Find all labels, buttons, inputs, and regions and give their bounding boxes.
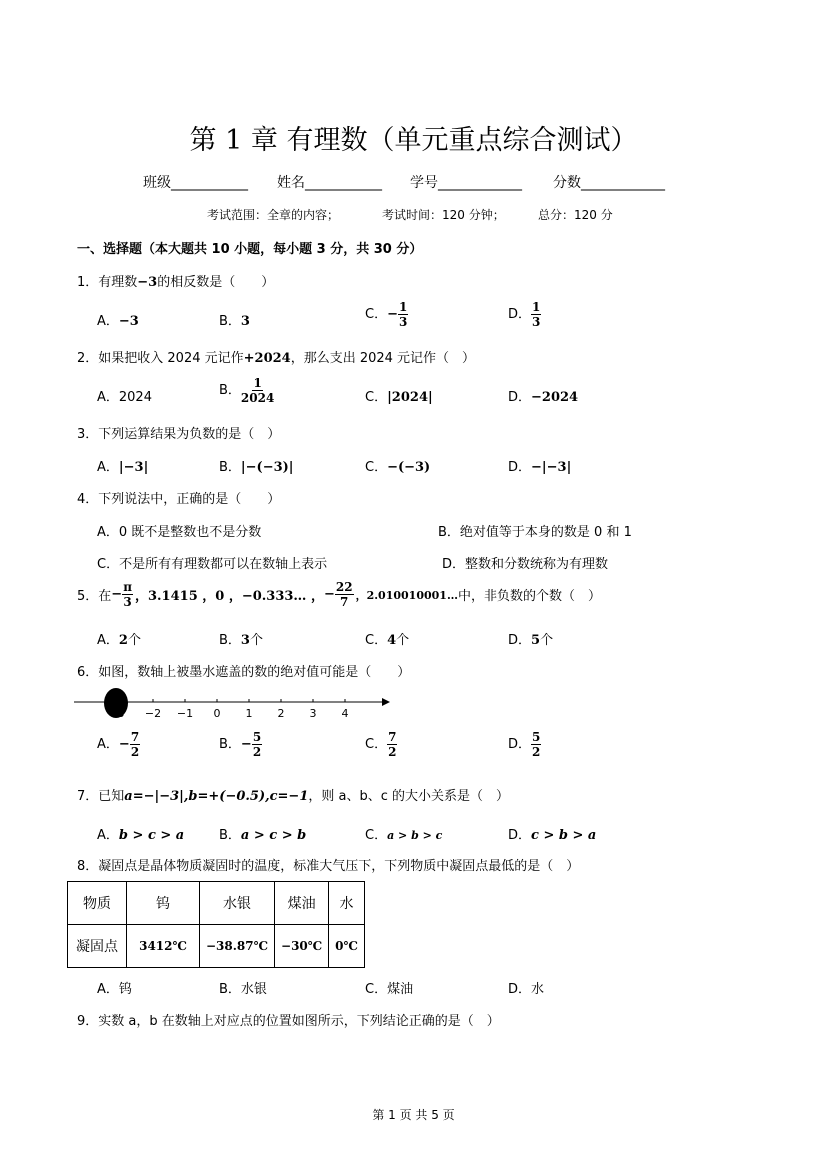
name-field: 姓名___________ (277, 175, 382, 191)
axis-tick-label: 1 (245, 707, 253, 720)
exam-total: 总分：120 分 (538, 208, 613, 222)
class-field: 班级___________ (143, 175, 248, 191)
q5-option-a: A．2个 (97, 633, 141, 648)
q1-option-c: C．− $\frac{1}{3}$ (365, 300, 408, 329)
table-cell: 钨 (127, 882, 200, 925)
q4-option-a: A．0 既不是整数也不是分数 (97, 525, 262, 540)
question-4: 4．下列说法中，正确的是（ ） (77, 492, 281, 507)
q5-option-c: C．4个 (365, 633, 410, 648)
q6-option-b: B．− $\frac{5}{2}$ (219, 730, 262, 759)
q6-option-c: C． $\frac{7}{2}$ (365, 730, 397, 759)
exam-scope: 考试范围：全章的内容； (207, 208, 340, 222)
table-cell: −30℃ (275, 925, 329, 968)
q4-option-c: C．不是所有有理数都可以在数轴上表示 (97, 557, 328, 572)
q7-option-c: C．a > b > c (365, 828, 443, 843)
question-9: 9．实数 a，b 在数轴上对应点的位置如图所示，下列结论正确的是（ ） (77, 1014, 500, 1029)
q1-stem-math: −3 (137, 275, 158, 290)
q7-option-d: D．c > b > a (508, 828, 597, 843)
q8-option-b: B．水银 (219, 982, 267, 997)
q7-option-b: B．a > c > b (219, 828, 307, 843)
table-cell: 物质 (68, 882, 127, 925)
question-5: 5．在 − $\frac{\pi}{3}$ ，3.1415 ，0 ，−0.333… ， − $\frac{22}{7}$ ，2.010010001… 中，非负数的个数（ ） (77, 580, 601, 609)
axis-tick-label: 0 (213, 707, 221, 720)
q1-option-a: A．−3 (97, 314, 139, 329)
table-cell: 水 (329, 882, 365, 925)
table-cell: 0℃ (329, 925, 365, 968)
axis-tick-label: 4 (341, 707, 349, 720)
q2-option-c: C．|2024| (365, 390, 433, 405)
table-row (68, 925, 365, 968)
q1-option-b: B．3 (219, 314, 250, 329)
table-cell: 凝固点 (68, 925, 127, 968)
table-cell: 煤油 (275, 882, 329, 925)
q6-option-d: D． $\frac{5}{2}$ (508, 730, 541, 759)
page-footer: 第 1 页 共 5 页 (372, 1108, 455, 1122)
score-field: 分数____________ (553, 175, 665, 191)
axis-tick-label: 3 (309, 707, 317, 720)
q5-option-b: B．3个 (219, 633, 263, 648)
q8-option-c: C．煤油 (365, 982, 414, 997)
q3-option-a: A．|−3| (97, 460, 149, 475)
q1-stem-b: 的相反数是（ ） (157, 275, 275, 290)
axis-tick-label: −1 (176, 707, 194, 720)
axis-tick-label: −2 (144, 707, 162, 720)
section-heading: 一、选择题（本大题共 10 小题，每小题 3 分，共 30 分） (77, 242, 423, 257)
ink-blot (104, 688, 128, 718)
q3-option-d: D．−|−3| (508, 460, 572, 475)
axis-tick-label: 2 (277, 707, 285, 720)
q1-stem-a: 1．有理数 (77, 275, 138, 290)
q2-option-a: A．2024 (97, 390, 152, 405)
question-7: 7．已知a=−|−3|,b=+(−0.5),c=−1，则 a、b、c 的大小关系是（ ） (77, 789, 510, 804)
table-cell: −38.87℃ (200, 925, 275, 968)
q4-option-d: D．整数和分数统称为有理数 (442, 557, 609, 572)
table-row (68, 882, 365, 925)
page-title: 第 1 章 有理数（单元重点综合测试） (189, 125, 638, 156)
q1-option-d: D． $\frac{1}{3}$ (508, 300, 541, 329)
q3-option-c: C．−(−3) (365, 460, 431, 475)
q7-option-a: A．b > c > a (97, 828, 185, 843)
q3-option-b: B．|−(−3)| (219, 460, 294, 475)
question-3: 3．下列运算结果为负数的是（ ） (77, 427, 281, 442)
q2-option-d: D．−2024 (508, 390, 579, 405)
exam-time: 考试时间：120 分钟； (382, 208, 505, 222)
q6-option-a: A．− $\frac{7}{2}$ (97, 730, 140, 759)
q8-table (67, 881, 365, 968)
q6-number-line (70, 686, 400, 722)
student-id-field: 学号____________ (410, 175, 522, 191)
question-6: 6．如图，数轴上被墨水遮盖的数的绝对值可能是（ ） (77, 665, 411, 680)
axis-arrow (382, 698, 390, 706)
q4-option-b: B．绝对值等于本身的数是 0 和 1 (438, 525, 632, 540)
question-1 (77, 271, 274, 290)
q8-option-a: A．钨 (97, 982, 132, 997)
q2-option-b: B． $\frac{1}{2024}$ (219, 376, 275, 405)
question-8: 8．凝固点是晶体物质凝固时的温度，标准大气压下，下列物质中凝固点最低的是（ ） (77, 859, 580, 874)
table-cell: 水银 (200, 882, 275, 925)
q5-option-d: D．5个 (508, 633, 554, 648)
table-cell: 3412℃ (127, 925, 200, 968)
question-2: 2．如果把收入 2024 元记作+2024，那么支出 2024 元记作（ ） (77, 351, 476, 366)
q8-option-d: D．水 (508, 982, 545, 997)
